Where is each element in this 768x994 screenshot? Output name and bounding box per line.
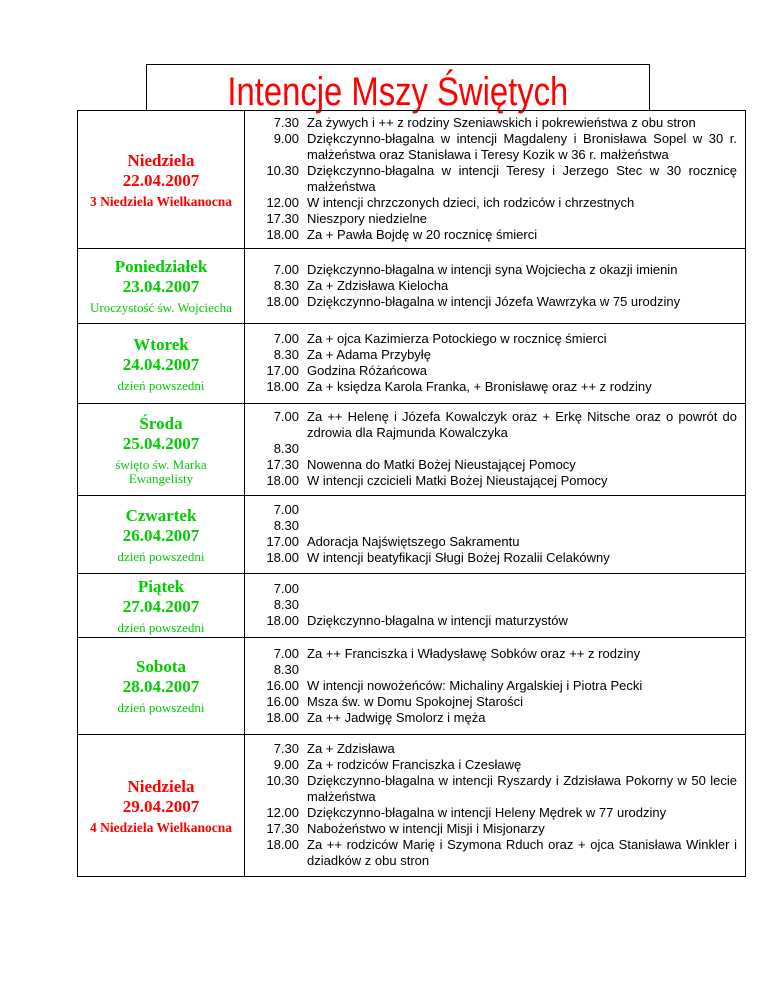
entry-text: W intencji beatyfikacji Sługi Bożej Rozalii Celakówny xyxy=(307,550,610,565)
entries-cell xyxy=(245,735,746,877)
day-cell xyxy=(78,735,245,877)
entries-cell xyxy=(245,249,746,324)
day-date: 24.04.2007 xyxy=(122,354,200,374)
entry-time: 8.30 xyxy=(273,347,299,362)
entry-text: Za + Zdzisława xyxy=(307,741,395,756)
day-row xyxy=(78,638,746,735)
entries-cell xyxy=(245,324,746,404)
entry-time: 12.00 xyxy=(266,805,299,820)
day-name: Poniedziałek xyxy=(114,257,208,276)
entry-text: W intencji czcicieli Matki Bożej Nieustającej Pomocy xyxy=(307,473,608,488)
entry xyxy=(245,710,741,726)
entry xyxy=(245,115,741,131)
entry-time: 7.30 xyxy=(273,115,299,130)
day-date: 22.04.2007 xyxy=(122,170,200,190)
entry-time: 9.00 xyxy=(273,757,299,772)
entry xyxy=(245,441,741,457)
day-date: 29.04.2007 xyxy=(122,796,200,816)
day-subtitle: 4 Niedziela Wielkanocna xyxy=(89,819,232,835)
day-date: 25.04.2007 xyxy=(122,433,200,453)
entry-time: 16.00 xyxy=(266,693,299,709)
entry xyxy=(245,694,741,710)
day-row xyxy=(78,404,746,496)
day-name: Wtorek xyxy=(133,334,189,354)
day-row xyxy=(78,735,746,877)
entry-text: W intencji nowożeńców: Michaliny Argalskiej i Piotra Pecki xyxy=(307,677,643,693)
entry xyxy=(245,473,741,489)
entry-text: Za żywych i ++ z rodziny Szeniawskich i pokrewieństwa z obu stron xyxy=(307,115,696,130)
day-cell xyxy=(78,638,245,735)
entries-cell xyxy=(245,111,746,249)
entry-time: 8.30 xyxy=(273,518,299,533)
entry xyxy=(245,163,741,195)
entry-text: Dziękczynno-błagalna w intencji Heleny Mędrek w 77 urodziny xyxy=(307,805,667,820)
entry-text: Dziękczynno-błagalna w intencji syna Wojciecha z okazji imienin xyxy=(307,261,678,277)
entry-time: 17.30 xyxy=(266,821,299,836)
entry xyxy=(245,550,741,566)
page-title: Intencje Mszy Świętych xyxy=(227,70,569,114)
entry-time: 7.00 xyxy=(273,502,299,517)
day-subtitle: 3 Niedziela Wielkanocna xyxy=(89,193,232,209)
entry-time: 9.00 xyxy=(273,131,299,146)
day-date: 28.04.2007 xyxy=(122,677,200,696)
entry-time: 10.30 xyxy=(266,773,299,788)
day-cell xyxy=(78,111,245,249)
entry-text xyxy=(307,502,741,518)
entry-time: 18.00 xyxy=(266,293,299,309)
entry xyxy=(245,227,741,243)
entry xyxy=(245,821,741,837)
entry-text: Za + Adama Przybyłę xyxy=(307,347,431,362)
entry-time: 17.00 xyxy=(266,363,299,378)
entry-text: Adoracja Najświętszego Sakramentu xyxy=(307,534,520,549)
entry xyxy=(245,837,741,869)
entry xyxy=(245,581,741,597)
day-name: Niedziela xyxy=(127,150,195,170)
entries-cell xyxy=(245,574,746,638)
entry xyxy=(245,662,741,678)
entry-text: Dziękczynno-błagalna w intencji maturzystów xyxy=(307,613,568,628)
entry-text: Godzina Różańcowa xyxy=(307,363,427,378)
day-date: 26.04.2007 xyxy=(122,525,200,545)
entry-time: 18.00 xyxy=(266,379,299,394)
entry xyxy=(245,131,741,163)
entry xyxy=(245,597,741,613)
day-cell xyxy=(78,404,245,496)
day-date: 23.04.2007 xyxy=(122,277,200,296)
entry xyxy=(245,195,741,211)
day-subtitle: święto św. Marka Ewangelisty xyxy=(115,456,207,486)
entry-time: 8.30 xyxy=(273,277,299,293)
entry-time: 18.00 xyxy=(266,227,299,242)
entry-time: 12.00 xyxy=(266,195,299,210)
day-subtitle: Uroczystość św. Wojciecha xyxy=(90,300,232,315)
entry-text: Msza św. w Domu Spokojnej Starości xyxy=(307,693,524,709)
day-name: Sobota xyxy=(135,657,187,676)
day-subtitle: dzień powszedni xyxy=(117,619,205,635)
entry-text: Za + księdza Karola Franka, + Bronisławę oraz ++ z rodziny xyxy=(307,379,652,394)
entry xyxy=(245,805,741,821)
entry-text xyxy=(307,441,741,457)
entry-time: 7.00 xyxy=(273,409,299,424)
entry xyxy=(245,347,741,363)
day-subtitle: dzień powszedni xyxy=(117,700,205,715)
entry-text: Dziękczynno-błagalna w intencji Ryszardy i Zdzisława Pokorny w 50 lecie małżeństwa xyxy=(307,773,737,804)
entry-text: Nabożeństwo w intencji Misji i Misjonarzy xyxy=(307,821,545,836)
day-cell xyxy=(78,574,245,638)
entry-text: Za ++ Franciszka i Władysławę Sobków oraz ++ z rodziny xyxy=(307,645,641,661)
entry xyxy=(245,502,741,518)
day-name: Piątek xyxy=(137,576,185,596)
day-name: Niedziela xyxy=(127,776,195,796)
entry-text: Dziękczynno-błagalna w intencji Teresy i Jerzego Stec w 30 rocznicę małżeństwa xyxy=(307,163,737,194)
entry-time: 8.30 xyxy=(273,441,299,456)
entry xyxy=(245,741,741,757)
entry xyxy=(245,678,741,694)
entry-time: 7.00 xyxy=(273,645,299,661)
entry-time: 18.00 xyxy=(266,550,299,565)
entry xyxy=(245,518,741,534)
entries-cell xyxy=(245,404,746,496)
entry xyxy=(245,457,741,473)
day-name: Środa xyxy=(139,413,183,433)
entry-time: 7.00 xyxy=(273,261,299,277)
day-date: 27.04.2007 xyxy=(122,596,200,616)
entry-time: 18.00 xyxy=(266,837,299,852)
entry xyxy=(245,534,741,550)
day-row xyxy=(78,249,746,324)
entry-time: 18.00 xyxy=(266,709,299,725)
day-name: Czwartek xyxy=(125,505,197,525)
title-box xyxy=(146,64,650,114)
entry-text xyxy=(307,518,741,534)
entry-text: Za + Zdzisława Kielocha xyxy=(307,277,449,293)
day-row xyxy=(78,496,746,574)
entry-text: Za ++ rodziców Marię i Szymona Rduch oraz + ojca Stanisława Winkler i dziadków z obu stron xyxy=(307,837,737,868)
entry-text: Za + rodziców Franciszka i Czesławę xyxy=(307,757,522,772)
entry xyxy=(245,646,741,662)
entry-text: Za ++ Jadwigę Smolorz i męża xyxy=(307,709,486,725)
entry-time: 18.00 xyxy=(266,473,299,488)
entries-cell xyxy=(245,496,746,574)
entry-time: 8.30 xyxy=(273,661,299,677)
entry-text: Dziękczynno-błagalna w intencji Magdaleny i Bronisława Sopel w 30 r. małżeństwa oraz Stanisława i Teresy Kozik w 36 r. małżeństwa xyxy=(307,131,737,162)
entry-time: 7.30 xyxy=(273,741,299,756)
entry xyxy=(245,331,741,347)
entry-time: 17.00 xyxy=(266,534,299,549)
entries-cell xyxy=(245,638,746,735)
entry-time: 17.30 xyxy=(266,211,299,226)
entry-text: Nieszpory niedzielne xyxy=(307,211,427,226)
entry xyxy=(245,262,741,278)
entry xyxy=(245,613,741,629)
entry-text: Nowenna do Matki Bożej Nieustającej Pomocy xyxy=(307,457,576,472)
day-row xyxy=(78,574,746,638)
entry-text: Dziękczynno-błagalna w intencji Józefa Wawrzyka w 75 urodziny xyxy=(307,293,681,309)
entry xyxy=(245,294,741,310)
entry-time: 7.00 xyxy=(273,331,299,346)
entry xyxy=(245,278,741,294)
entry-text: Za + ojca Kazimierza Potockiego w rocznicę śmierci xyxy=(307,331,607,346)
day-row xyxy=(78,111,746,249)
entry-time: 16.00 xyxy=(266,677,299,693)
entry xyxy=(245,211,741,227)
entry-text: W intencji chrzczonych dzieci, ich rodziców i chrzestnych xyxy=(307,195,635,210)
entry-text: Za ++ Helenę i Józefa Kowalczyk oraz + Erkę Nitsche oraz o powrót do zdrowia dla Rajmunda Kowalczyka xyxy=(307,409,737,440)
day-subtitle: dzień powszedni xyxy=(117,377,205,393)
entry xyxy=(245,409,741,441)
entry-text xyxy=(307,597,741,613)
entry-time: 17.30 xyxy=(266,457,299,472)
entry xyxy=(245,363,741,379)
entry-text xyxy=(307,662,741,678)
entry-time: 10.30 xyxy=(266,163,299,178)
entry-time: 18.00 xyxy=(266,613,299,628)
entry-time: 7.00 xyxy=(273,581,299,596)
day-subtitle: dzień powszedni xyxy=(117,548,205,564)
entry-text xyxy=(307,581,741,597)
day-cell xyxy=(78,324,245,404)
entry xyxy=(245,379,741,395)
entry xyxy=(245,773,741,805)
entry xyxy=(245,757,741,773)
day-row xyxy=(78,324,746,404)
day-cell xyxy=(78,496,245,574)
entry-text: Za + Pawła Bojdę w 20 rocznicę śmierci xyxy=(307,227,538,242)
day-cell xyxy=(78,249,245,324)
entry-time: 8.30 xyxy=(273,597,299,612)
mass-intentions-table xyxy=(77,110,746,877)
